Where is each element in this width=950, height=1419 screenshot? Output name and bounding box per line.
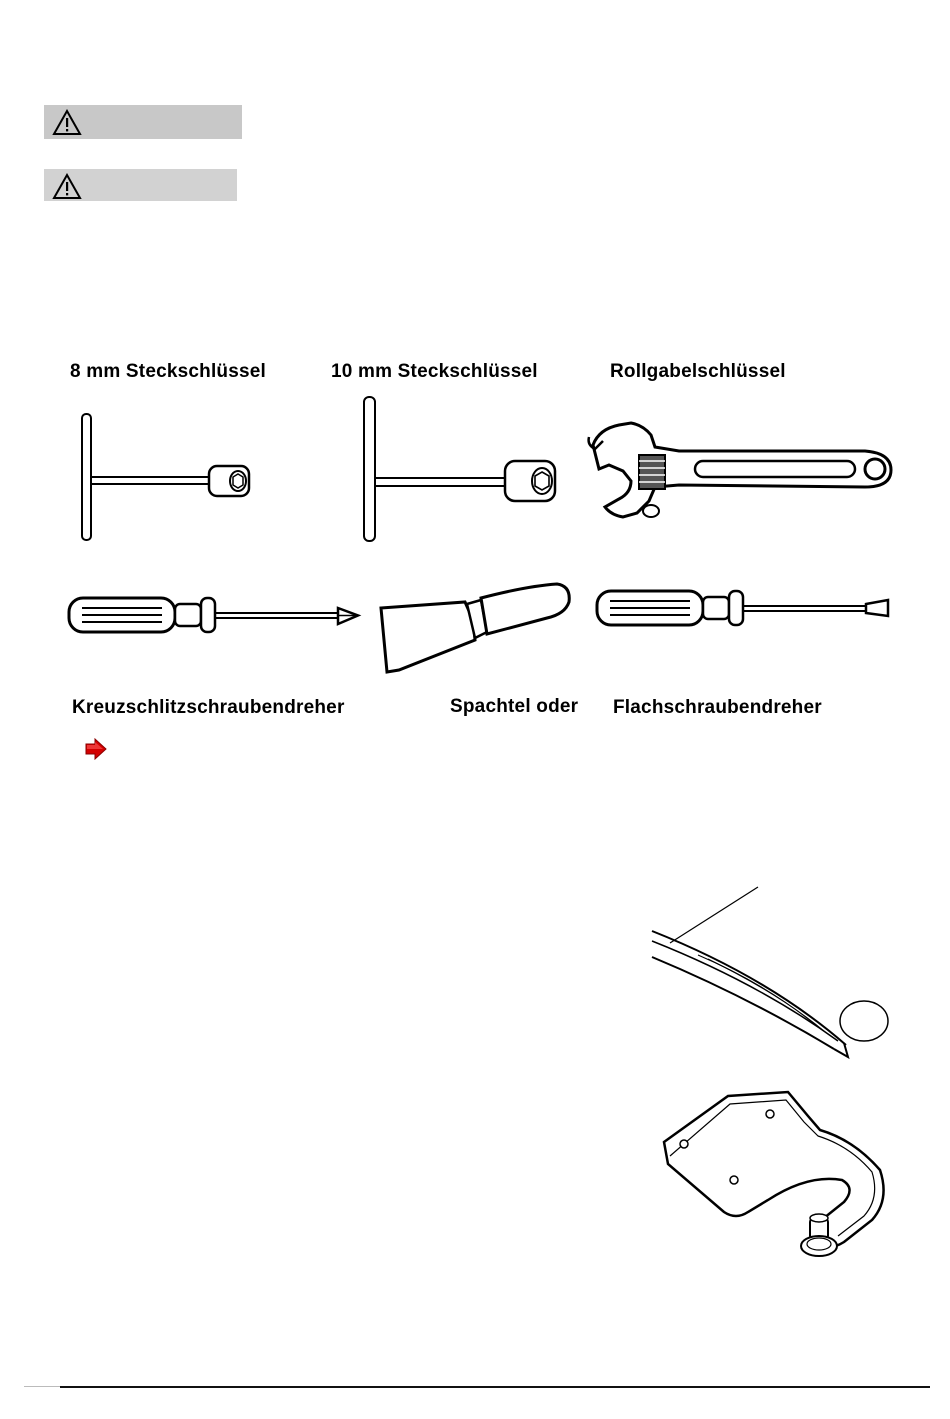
label-adjustable-wrench: Rollgabelschlüssel	[610, 361, 786, 382]
label-phillips-screwdriver: Kreuzschlitzschraubendreher	[72, 697, 345, 718]
warning-triangle-icon	[52, 109, 82, 136]
door-seal-figure	[648, 885, 894, 1065]
hinge-bracket-figure	[658, 1090, 894, 1270]
footer-rule-faint	[24, 1386, 60, 1387]
label-socket-10mm: 10 mm Steckschlüssel	[331, 361, 538, 382]
label-socket-8mm: 8 mm Steckschlüssel	[70, 361, 267, 382]
red-arrow-icon	[84, 738, 108, 760]
warning-bar-1	[44, 105, 242, 139]
footer-rule	[60, 1386, 930, 1388]
spatula-figure	[377, 578, 573, 678]
warning-triangle-icon	[52, 173, 82, 200]
warning-bar-2	[44, 169, 237, 201]
socket-wrench-10mm-figure	[358, 393, 563, 545]
socket-wrench-8mm-figure	[76, 410, 256, 545]
adjustable-wrench-figure	[585, 415, 897, 525]
phillips-screwdriver-figure	[66, 590, 366, 642]
flathead-screwdriver-figure	[594, 584, 896, 634]
label-spatula: Spachtel oder	[450, 696, 579, 717]
label-flathead-screwdriver: Flachschraubendreher	[613, 697, 822, 718]
